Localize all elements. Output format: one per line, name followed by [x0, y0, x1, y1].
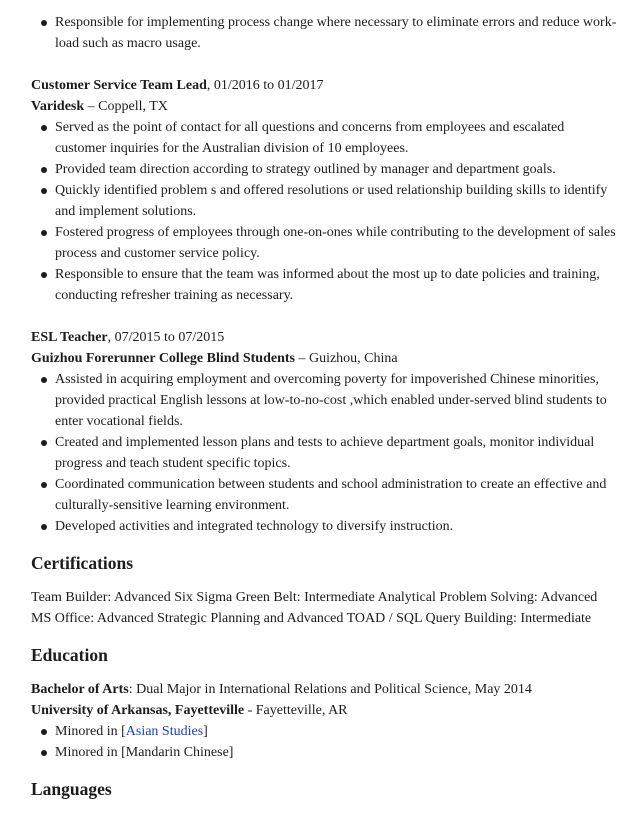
company-location: – Coppell, TX	[84, 99, 168, 114]
school-line	[31, 700, 618, 721]
degree-line	[31, 679, 618, 700]
prev-job-bullets	[31, 12, 618, 54]
company-name: Guizhou Forerunner College Blind Students	[31, 351, 295, 366]
job-bullets	[31, 117, 618, 306]
list-item: Assisted in acquiring employment and overcoming poverty for impoverished Chinese minorities, provided practical English lessons at low-to-no-cost ,which enabled under-served blind students to enter vocational fields.	[31, 369, 618, 432]
company-name: Varidesk	[31, 99, 85, 114]
job-title: Customer Service Team Lead	[31, 78, 207, 93]
job-title-line	[31, 327, 618, 348]
job-dates: , 07/2015 to 07/2015	[107, 330, 225, 345]
education-section	[31, 643, 618, 763]
list-item: Minored in [Mandarin Chinese]	[31, 742, 618, 763]
job-company-line	[31, 96, 618, 117]
section-heading-languages: Languages	[31, 779, 112, 799]
list-item: Served as the point of contact for all questions and concerns from employees and escalated customer inquiries for the Australian division of 10 employees.	[31, 117, 618, 159]
list-item: Coordinated communication between students and school administration to create an effective and culturally-sensitive learning environment.	[31, 474, 618, 516]
job-title-line	[31, 75, 618, 96]
list-item: Developed activities and integrated technology to diversify instruction.	[31, 516, 618, 537]
school-location: - Fayetteville, AR	[244, 703, 348, 718]
section-heading-education: Education	[31, 645, 108, 665]
degree-name: Bachelor of Arts	[31, 682, 129, 697]
list-item: Quickly identified problem s and offered resolutions or used relationship building skills to identify and implement solutions.	[31, 180, 618, 222]
list-item: Provided team direction according to strategy outlined by manager and department goals.	[31, 159, 618, 180]
section-heading-certifications: Certifications	[31, 553, 134, 573]
company-location: – Guizhou, China	[294, 351, 398, 366]
certifications-text: Team Builder: Advanced Six Sigma Green Belt: Intermediate Analytical Problem Solving: Advanced MS Office: Advanced Strategic Planning and Advanced TOAD / SQL Query Building: Intermediate	[31, 590, 598, 626]
minor-suffix: ]	[203, 724, 208, 739]
job-entry-customer-service	[31, 75, 618, 306]
job-company-line	[31, 348, 618, 369]
list-item	[31, 721, 618, 742]
job-dates: , 01/2016 to 01/2017	[206, 78, 324, 93]
languages-section	[31, 777, 618, 801]
list-item: Created and implemented lesson plans and tests to achieve department goals, monitor individual progress and teach student specific topics.	[31, 432, 618, 474]
degree-detail: : Dual Major in International Relations and Political Science, May 2014	[128, 682, 532, 697]
certifications-section	[31, 551, 618, 629]
education-bullets	[31, 721, 618, 763]
minor-prefix: Minored in [	[55, 724, 126, 739]
school-name: University of Arkansas, Fayetteville	[31, 703, 245, 718]
list-item: Responsible to ensure that the team was informed about the most up to date policies and training, conducting refresher training as necessary.	[31, 264, 618, 306]
job-title: ESL Teacher	[31, 330, 108, 345]
list-item: Responsible for implementing process change where necessary to eliminate errors and reduce work-load such as macro usage.	[31, 12, 618, 54]
asian-studies-link[interactable]: Asian Studies	[125, 724, 204, 739]
list-item: Fostered progress of employees through one-on-ones while contributing to the development of sales process and customer service policy.	[31, 222, 618, 264]
job-entry-esl-teacher	[31, 327, 618, 537]
job-bullets	[31, 369, 618, 537]
